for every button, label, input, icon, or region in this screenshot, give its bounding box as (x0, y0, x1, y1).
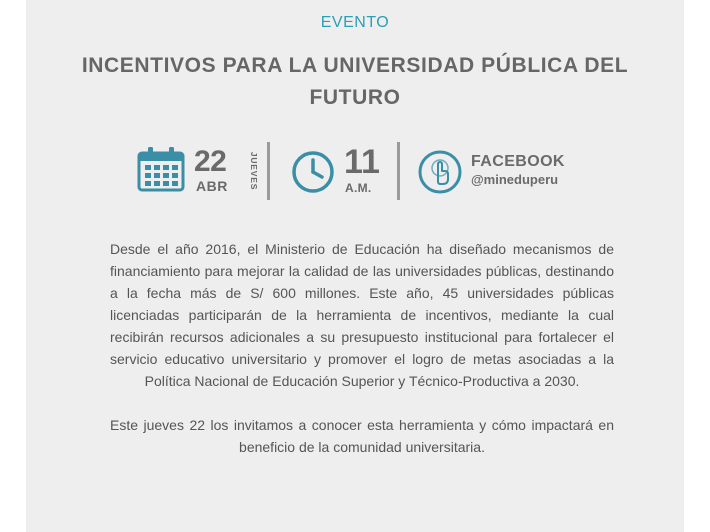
event-title: INCENTIVOS PARA LA UNIVERSIDAD PÚBLICA DEL FUTURO (81, 54, 629, 109)
description-paragraph: Desde el año 2016, el Ministerio de Educación ha diseñado mecanismos de financiamiento para mejorar la calidad de las universidades públicas, destinando a la fecha más de S/ 600 millones. Este año, 45 universidades públicas licenciadas participarán de la herramienta de incentivos, mediante la cual recibirán recursos adicionales a su presupuesto institucional para fortalecer el servicio educativo universitario y promover el logro de metas asociadas a la Política Nacional de Educación Superior y Técnico-Productiva a 2030. (110, 241, 614, 389)
event-period: A.M. (345, 181, 372, 195)
event-card (26, 0, 684, 532)
facebook-link[interactable]: FACEBOOK (471, 153, 565, 170)
event-details-row (26, 140, 684, 204)
divider (397, 142, 400, 200)
event-hour: 11 (344, 143, 380, 181)
divider (267, 142, 270, 200)
event-weekday: JUEVES (249, 151, 259, 191)
touch-hand-icon[interactable] (417, 149, 463, 195)
calendar-icon (137, 146, 185, 192)
description-paragraph: Este jueves 22 los invitamos a conocer esta herramienta y cómo impactará en beneficio de la comunidad universitaria. (110, 417, 614, 455)
event-day: 22 (194, 145, 227, 178)
event-label: EVENTO (320, 14, 390, 31)
clock-icon (291, 150, 335, 194)
event-description (110, 238, 614, 458)
event-month: ABR (196, 178, 228, 194)
facebook-handle-link[interactable]: @mineduperu (471, 172, 559, 187)
